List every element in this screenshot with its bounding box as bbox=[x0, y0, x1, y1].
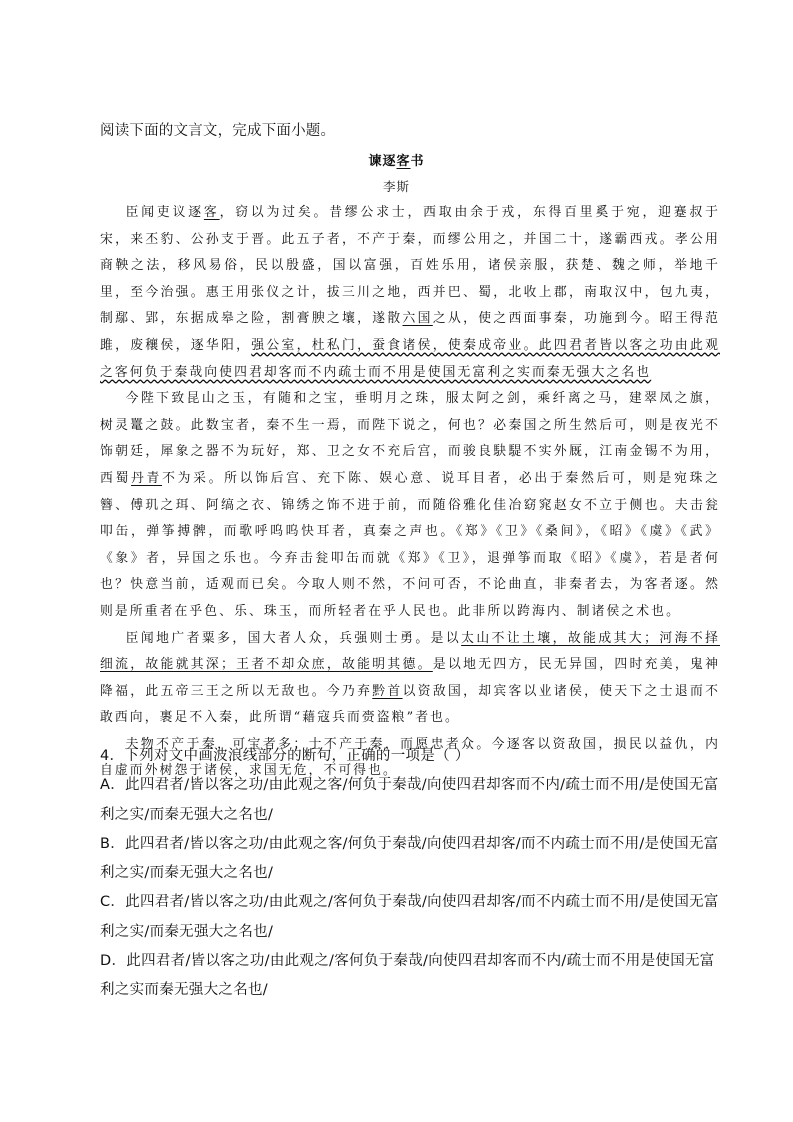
underlined-phrase: 客 bbox=[203, 205, 220, 220]
underlined-phrase: 六国 bbox=[402, 311, 433, 327]
instruction-text: 阅读下面的文言文，完成下面小题。 bbox=[100, 123, 336, 139]
option-a: A．此四君者/皆以客之功/由此观之客/何负于秦哉/向使四君却客而不内/疏士而不用/是使国无富利之实/而秦无强大之名也/ bbox=[100, 777, 719, 823]
essay-text: ，窃以为过矣。昔缪公求士，西取由余于戎，东得百里奚于宛，迎蹇叔于宋，来丕豹、公孙支于晋。此五子者，不产于秦，而缪公用之，并国二十，遂霸西戎。孝公用商鞅之法，移风易俗，民以殷盛，国以富强，百姓乐用，诸侯亲服，获楚、魏之师，举地千里，至今治强。惠王用张仪之计，拔三川之地，西并巴、蜀，北收上郡，南取汉中，包九夷，制鄢、郢，东据成皋之险，割膏腴之壤，遂散 bbox=[100, 205, 720, 327]
option-d: D．此四君者/皆以客之功/由此观之/客何负于秦哉/向使四君却客而不内/疏士而不用是使国无富利之实而秦无强大之名也/ bbox=[100, 953, 715, 999]
option-b: B．此四君者/皆以客之功/由此观之客/何负于秦哉/向使四君却客/而不内疏士而不用/是使国无富利之实/而秦无强大之名也/ bbox=[100, 835, 719, 882]
essay-paragraph-2 bbox=[100, 386, 720, 625]
essay-text: 以资敌国，却宾客以业诸侯，使天下之士退而不敢西向，裹足不入秦，此所谓“藉寇兵而赍盗粮”者也。 bbox=[100, 683, 720, 726]
essay-body bbox=[100, 200, 720, 785]
option-c: C．此四君者/皆以客之功/由此观之/客何负于秦哉/向使四君却客/而不内疏士而不用/是使国无富利之实/而秦无强大之名也/ bbox=[100, 894, 719, 940]
wavy-underlined-passage: 强公室，杜私门，蚕食诸侯，使秦成帝业。此四君者皆以客之功由此观之客何负于秦哉向使四君却客而不内疏士而不用是使国无富利之实而秦无强大之名也 bbox=[100, 337, 720, 380]
essay-paragraph-3 bbox=[100, 626, 720, 732]
essay-text: 今陛下致昆山之玉，有随和之宝，垂明月之珠，服太阿之剑，乘纤离之马，建翠凤之旗，树灵鼍之鼓。此数宝者，秦不生一焉，而陛下说之，何也？必秦国之所生然后可，则是夜光不饰朝廷，犀象之器不为玩好，郑、卫之女不充后宫，而骏良駃騠不实外厩，江南金锡不为用，西蜀 bbox=[100, 391, 720, 486]
underlined-phrase: 丹青 bbox=[131, 470, 163, 486]
essay-text: 夫物不产于秦，可宝者多；士不产于秦，而愿忠者众。今逐客以资敌国，损民以益仇，内自虚而外树怨于诸侯，求国无危，不可得也。 bbox=[100, 736, 720, 779]
title-suffix: 书 bbox=[410, 154, 425, 169]
essay-paragraph-1 bbox=[100, 200, 720, 386]
title-prefix: 谏逐 bbox=[368, 154, 397, 169]
essay-text: 臣闻吏议逐 bbox=[125, 205, 204, 220]
essay-text: 是以地无四方，民无异国，四时充美，鬼神降福，此五帝三王之所以无敌也。今乃弃 bbox=[100, 657, 721, 699]
underlined-phrase: 太山不让土壤，故能成其大；河海不择细流，故能就其深；王者不却众庶，故能明其德。 bbox=[100, 630, 721, 673]
essay-text: 臣闻地广者粟多，国大者人众，兵强则士勇。是以 bbox=[125, 630, 462, 646]
title-underlined-char: 客 bbox=[396, 154, 411, 169]
question-block bbox=[100, 742, 720, 1006]
underlined-phrase: 黔首 bbox=[372, 683, 403, 699]
question-stem: 4．下列对文中画波浪线部分的断句，正确的一项是（ ） bbox=[100, 748, 470, 764]
essay-text: 之从，使之西面事秦，功施到今。昭王得范雎，废穰侯，逐华阳， bbox=[100, 311, 721, 353]
essay-author: 李斯 bbox=[382, 179, 410, 194]
essay-text: 不为采。所以饰后宫、充下陈、娱心意、说耳目者，必出于秦然后可，则是宛珠之簪、傅玑之珥、阿缟之衣、锦绣之饰不进于前，而随俗雅化佳冶窈窕赵女不立于侧也。夫击瓮叩缶，弹筝搏髀，而歌呼呜呜快耳者，真秦之声也。《郑》《卫》《桑间》，《昭》《虞》《武》《象》者，异国之乐也。今弃击瓮叩缶而就《郑》《卫》，退弹筝而取《昭》《虞》，若是者何也？快意当前，适观而已矣。今取人则不然，不问可否，不论曲直，非秦者去，为客者逐。然则是所重者在乎色、乐、珠玉，而所轻者在乎人民也。此非所以跨海内、制诸侯之术也。 bbox=[100, 470, 720, 619]
essay-title bbox=[0, 150, 793, 169]
